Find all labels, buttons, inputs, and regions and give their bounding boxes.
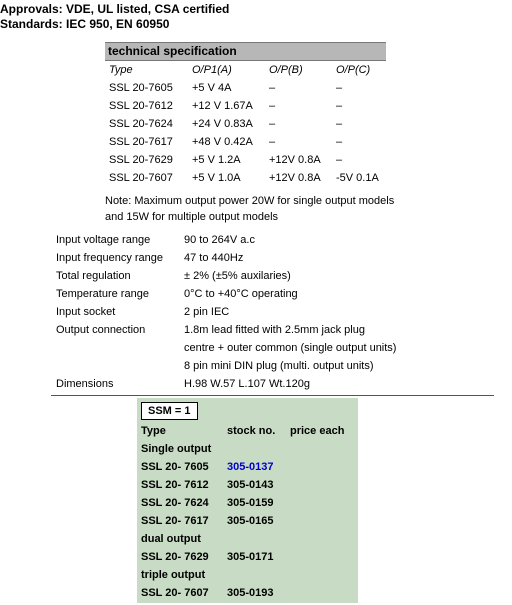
- stock-type: SSL 20- 7629: [141, 551, 209, 563]
- stock-table: [141, 422, 356, 602]
- spec-cell: +12V 0.8A: [269, 154, 321, 166]
- stock-type: SSL 20- 7605: [141, 461, 209, 473]
- property-label: Input voltage range: [56, 234, 151, 246]
- property-row: [56, 249, 396, 267]
- spec-cell: –: [269, 82, 276, 94]
- property-row: [56, 267, 396, 285]
- property-label: Total regulation: [56, 270, 131, 282]
- spec-col-opc: O/P(C): [336, 64, 371, 76]
- spec-row: [105, 115, 386, 133]
- stock-col-type: Type: [141, 425, 166, 437]
- stock-price: [290, 440, 356, 458]
- spec-cell: +5 V 4A: [192, 82, 232, 94]
- spec-title: technical specification: [105, 42, 386, 61]
- spec-cell: +5 V 1.2A: [192, 154, 241, 166]
- stock-type: SSL 20- 7607: [141, 587, 209, 599]
- property-label: Input frequency range: [56, 252, 164, 264]
- stock-number: [227, 458, 290, 476]
- spec-row: [105, 133, 386, 151]
- technical-specification: [105, 42, 395, 225]
- divider: [51, 395, 494, 396]
- property-row: [56, 321, 396, 339]
- stock-panel: [137, 398, 358, 603]
- stock-row: [141, 494, 356, 512]
- property-value: 0°C to +40°C operating: [184, 288, 298, 300]
- property-value: 47 to 440Hz: [184, 252, 244, 264]
- stock-row: [141, 476, 356, 494]
- stock-number: 305-0159: [227, 497, 274, 509]
- spec-cell: -5V 0.1A: [336, 172, 379, 184]
- spec-note: Note: Maximum output power 20W for single output models and 15W for multiple output models: [105, 195, 395, 223]
- spec-col-opb: O/P(B): [269, 64, 303, 76]
- stock-type: dual output: [141, 533, 201, 545]
- spec-cell: +12V 0.8A: [269, 172, 321, 184]
- property-value: ± 2% (±5% auxilaries): [184, 270, 291, 282]
- spec-cell: +48 V 0.42A: [192, 136, 253, 148]
- stock-row: [141, 512, 356, 530]
- spec-row: [105, 79, 386, 97]
- spec-cell: SSL 20-7629: [109, 154, 173, 166]
- stock-price: [290, 584, 356, 602]
- spec-col-type: Type: [109, 64, 133, 76]
- stock-number: [227, 440, 290, 458]
- spec-cell: SSL 20-7624: [109, 118, 173, 130]
- property-label: Temperature range: [56, 288, 149, 300]
- stock-header-row: [141, 422, 356, 440]
- stock-row: [141, 584, 356, 602]
- stock-number-link[interactable]: 305-0137: [227, 461, 274, 473]
- spec-cell: +12 V 1.67A: [192, 100, 253, 112]
- spec-cell: –: [269, 136, 276, 148]
- spec-cell: SSL 20-7617: [109, 136, 173, 148]
- property-row: [56, 375, 396, 393]
- stock-number: 305-0171: [227, 551, 274, 563]
- property-label: [56, 357, 184, 375]
- stock-number: 305-0165: [227, 515, 274, 527]
- stock-type: triple output: [141, 569, 206, 581]
- spec-row: [105, 97, 386, 115]
- stock-number: [227, 566, 290, 584]
- stock-row: [141, 530, 356, 548]
- property-label: Dimensions: [56, 378, 114, 390]
- stock-type: SSL 20- 7624: [141, 497, 209, 509]
- stock-row: [141, 440, 356, 458]
- property-label: Input socket: [56, 306, 116, 318]
- property-value: 90 to 264V a.c: [184, 234, 255, 246]
- spec-table: [105, 61, 386, 187]
- property-value: 8 pin mini DIN plug (multi. output units): [184, 360, 374, 372]
- stock-price: [290, 566, 356, 584]
- stock-number: 305-0143: [227, 479, 274, 491]
- spec-cell: –: [269, 100, 276, 112]
- stock-type: Single output: [141, 443, 212, 455]
- stock-number: 305-0193: [227, 587, 274, 599]
- stock-price: [290, 530, 356, 548]
- spec-cell: –: [336, 154, 343, 166]
- stock-type: SSL 20- 7612: [141, 479, 209, 491]
- property-value: centre + outer common (single output units): [184, 342, 397, 354]
- stock-number: [227, 530, 290, 548]
- spec-cell: –: [336, 136, 343, 148]
- stock-col-price: price each: [290, 425, 345, 437]
- spec-cell: SSL 20-7605: [109, 82, 173, 94]
- property-label: [56, 339, 184, 357]
- property-row: [56, 339, 396, 357]
- stock-price: [290, 548, 356, 566]
- stock-price: [290, 494, 356, 512]
- stock-price: [290, 476, 356, 494]
- stock-price: [290, 458, 356, 476]
- property-row: [56, 357, 396, 375]
- spec-cell: –: [269, 118, 276, 130]
- property-row: [56, 231, 396, 249]
- spec-cell: +5 V 1.0A: [192, 172, 241, 184]
- spec-cell: +24 V 0.83A: [192, 118, 253, 130]
- spec-row: [105, 151, 386, 169]
- property-row: [56, 285, 396, 303]
- spec-cell: –: [336, 82, 343, 94]
- property-value: 1.8m lead fitted with 2.5mm jack plug: [184, 324, 365, 336]
- stock-price: [290, 512, 356, 530]
- approvals-text: Approvals: VDE, UL listed, CSA certified: [0, 2, 230, 16]
- spec-col-op1: O/P1(A): [192, 64, 232, 76]
- property-row: [56, 303, 396, 321]
- header: [0, 2, 229, 32]
- property-label: Output connection: [56, 324, 146, 336]
- properties-list: [56, 231, 396, 393]
- stock-row: [141, 566, 356, 584]
- standards-text: Standards: IEC 950, EN 60950: [0, 17, 170, 31]
- ssm-badge: SSM = 1: [141, 402, 198, 420]
- spec-cell: –: [336, 118, 343, 130]
- spec-row: [105, 169, 386, 187]
- stock-row: [141, 458, 356, 476]
- property-value: 2 pin IEC: [184, 306, 230, 318]
- spec-cell: SSL 20-7612: [109, 100, 173, 112]
- stock-col-number: stock no.: [227, 425, 276, 437]
- property-value: H.98 W.57 L.107 Wt.120g: [184, 378, 310, 390]
- stock-row: [141, 548, 356, 566]
- stock-type: SSL 20- 7617: [141, 515, 209, 527]
- spec-cell: –: [336, 100, 343, 112]
- spec-cell: SSL 20-7607: [109, 172, 173, 184]
- spec-header-row: [105, 61, 386, 79]
